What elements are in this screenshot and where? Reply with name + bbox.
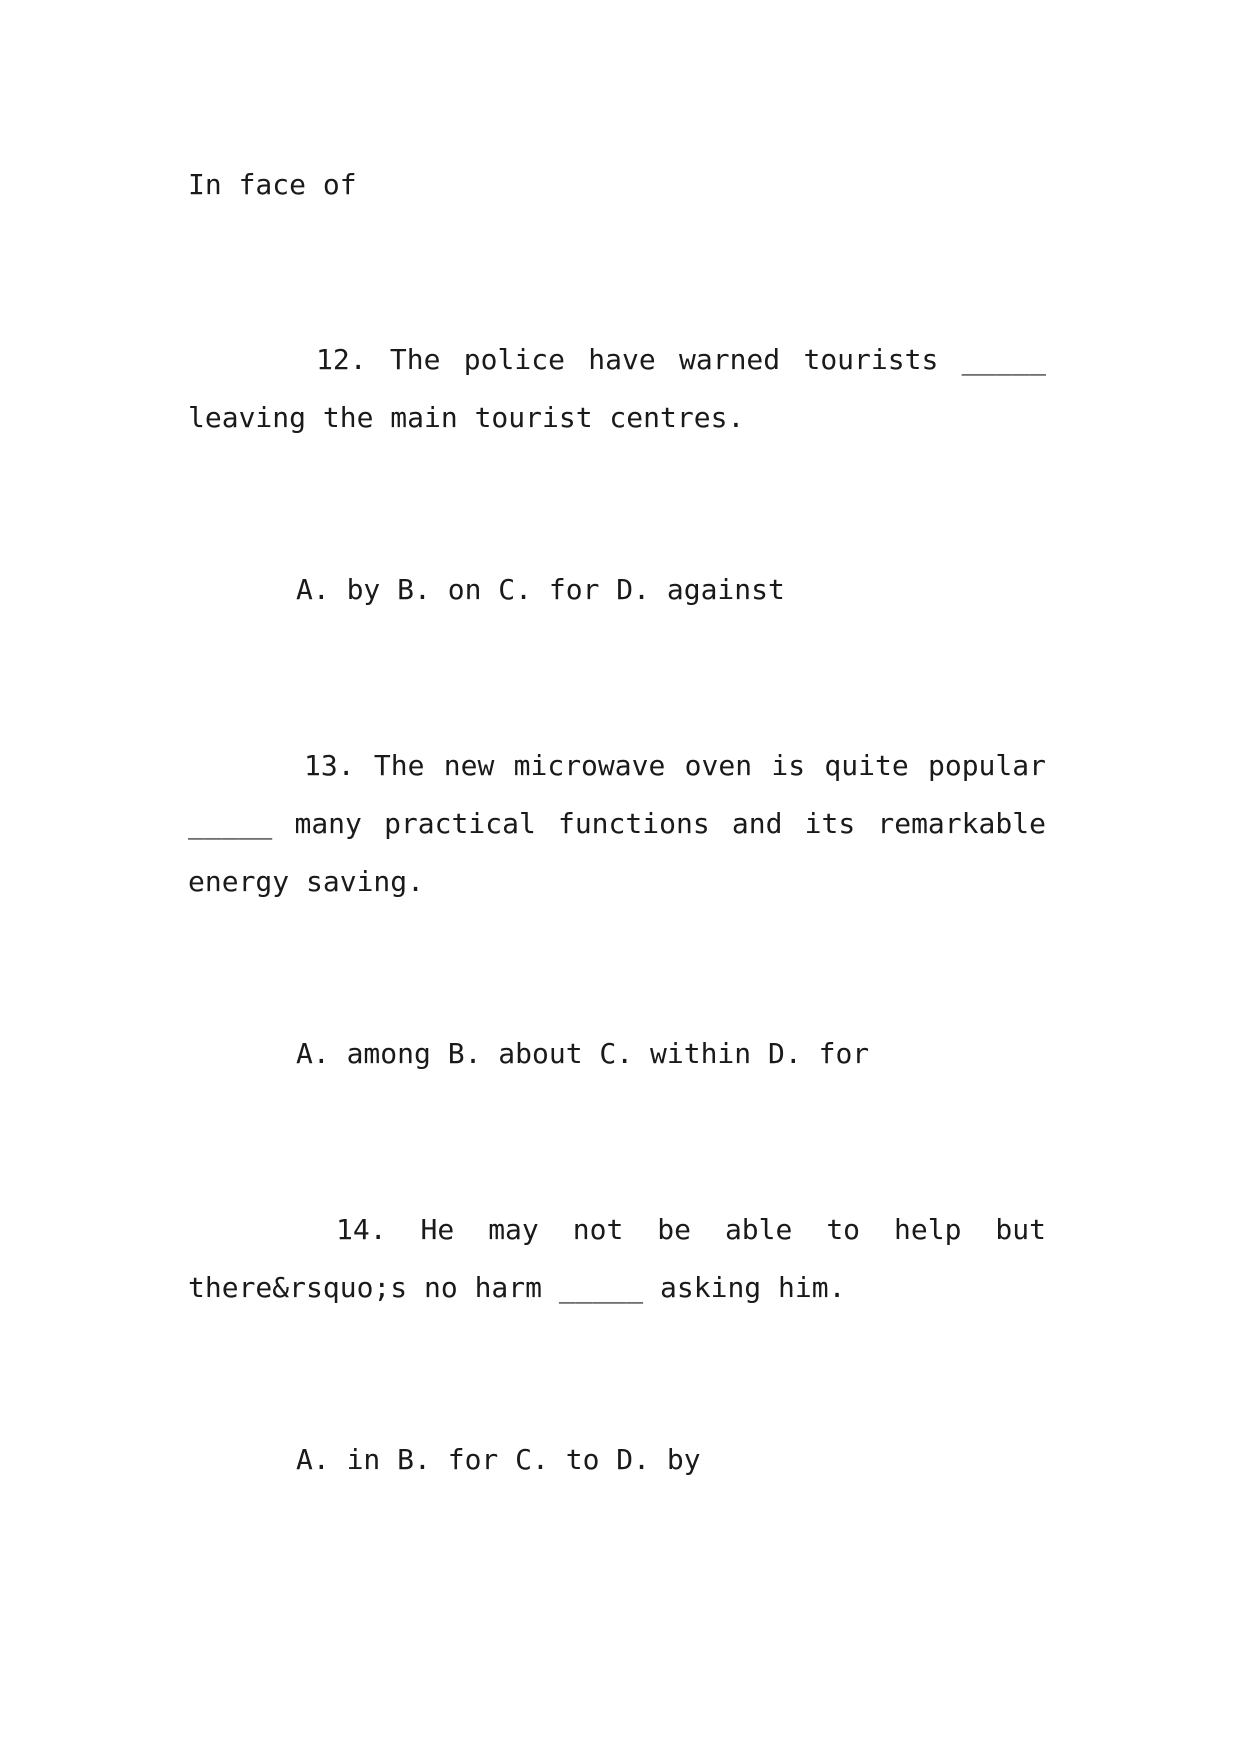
- question-13-line-1: [188, 749, 1046, 783]
- word: be: [657, 1213, 691, 1246]
- word: The: [389, 343, 441, 376]
- question-12-line-1: [188, 343, 1046, 377]
- word: and: [731, 807, 783, 840]
- word: its: [804, 807, 856, 840]
- word: He: [420, 1213, 455, 1246]
- word: popular: [927, 749, 1046, 782]
- question-13-line-2: [188, 807, 1046, 841]
- word: to: [826, 1213, 861, 1246]
- blank: _____: [188, 807, 273, 840]
- word: warned: [679, 343, 781, 376]
- question-12-line-2: leaving the main tourist centres.: [188, 401, 745, 434]
- word: quite: [824, 749, 909, 782]
- word: The: [373, 749, 425, 782]
- word: oven: [684, 749, 753, 782]
- word: microwave: [513, 749, 666, 782]
- text-line-in-face-of: In face of: [188, 168, 357, 201]
- word: help: [894, 1213, 962, 1246]
- word: many: [294, 807, 362, 840]
- question-14-line-2: there&rsquo;s no harm _____ asking him.: [188, 1271, 846, 1304]
- word: able: [724, 1213, 793, 1246]
- word: remarkable: [877, 807, 1046, 840]
- word: but: [995, 1213, 1046, 1246]
- word: is: [771, 749, 806, 782]
- question-13-options: A. among B. about C. within D. for: [296, 1037, 870, 1070]
- word: practical: [384, 807, 536, 840]
- word: 13.: [304, 749, 355, 782]
- word: police: [463, 343, 565, 376]
- word: tourists: [803, 343, 939, 376]
- word: new: [443, 749, 495, 782]
- blank: _____: [961, 343, 1046, 376]
- word: may: [488, 1213, 539, 1246]
- word: not: [572, 1213, 624, 1246]
- word: functions: [557, 807, 710, 840]
- word: 12.: [316, 343, 367, 376]
- word: 14.: [336, 1213, 387, 1246]
- question-14-options: A. in B. for C. to D. by: [296, 1443, 701, 1476]
- question-13-line-3: energy saving.: [188, 865, 425, 898]
- question-12-options: A. by B. on C. for D. against: [296, 573, 785, 606]
- question-14-line-1: [188, 1213, 1046, 1247]
- word: have: [588, 343, 656, 376]
